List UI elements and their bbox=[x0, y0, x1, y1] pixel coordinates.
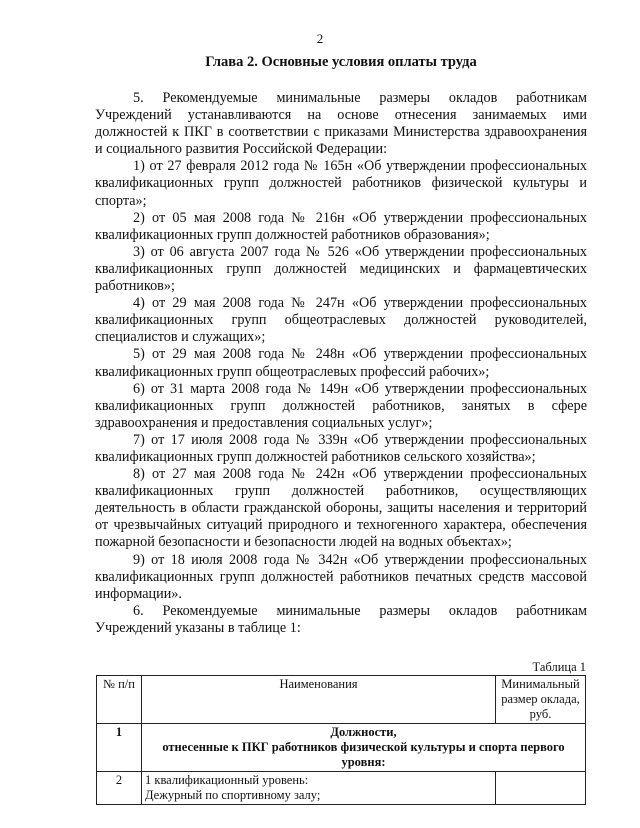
list-item: 4) от 29 мая 2008 года № 247н «Об утверждении профессиональных квалификационных групп общеотраслевых должностей руководителей, специалистов и служащих»; bbox=[95, 295, 587, 346]
paragraph: 5. Рекомендуемые минимальные размеры окладов работникам Учреждений устанавливаются на основе отнесения занимаемых ими должностей к ПКГ в соответствии с приказами Министерства здравоохранения и социального развития Российской Федерации: bbox=[95, 90, 587, 158]
page-number: 2 bbox=[316, 31, 324, 46]
header-no: № п/п bbox=[97, 676, 142, 724]
list-item: 2) от 05 мая 2008 года № 216н «Об утверждении профессиональных квалификационных групп должностей работников образования»; bbox=[95, 209, 587, 243]
group-title bbox=[142, 724, 586, 772]
group-title-line: отнесенные к ПКГ работников физической культуры и спорта первого уровня: bbox=[162, 740, 565, 769]
position-name: Дежурный по спортивному залу; bbox=[145, 788, 321, 802]
row-number: 2 bbox=[97, 772, 142, 805]
list-item: 7) от 17 июля 2008 года № 339н «Об утверждении профессиональных квалификационных групп должностей работников сельского хозяйства»; bbox=[95, 431, 587, 465]
list-item: 3) от 06 августа 2007 года № 526 «Об утверждении профессиональных квалификационных групп должностей медицинских и фармацевтических работников»; bbox=[95, 243, 587, 295]
table-header-row bbox=[97, 676, 586, 724]
list-item: 6) от 31 марта 2008 года № 149н «Об утверждении профессиональных квалификационных групп должностей работников, занятых в сфере здравоохранения и предоставления социальных услуг»; bbox=[95, 380, 587, 431]
table-row bbox=[97, 724, 586, 772]
list-item: 9) от 18 июля 2008 года № 342н «Об утверждении профессиональных квалификационных групп должностей работников печатных средств массовой информации». bbox=[95, 551, 587, 602]
list-item: 1) от 27 февраля 2012 года № 165н «Об утверждении профессиональных квалификационных групп должностей работников физической культуры и спорта»; bbox=[95, 158, 587, 209]
header-salary: Минимальный размер оклада, руб. bbox=[496, 676, 586, 724]
paragraph: 6. Рекомендуемые минимальные размеры окладов работникам Учреждений указаны в таблице 1: bbox=[95, 602, 587, 636]
table-caption: Таблица 1 bbox=[532, 660, 586, 674]
list-item: 5) от 29 мая 2008 года № 248н «Об утверждении профессиональных квалификационных групп общеотраслевых профессий рабочих»; bbox=[95, 346, 587, 380]
salary-table bbox=[96, 675, 586, 805]
salary-value bbox=[496, 772, 586, 805]
table-row bbox=[97, 772, 586, 805]
qualification-level: 1 квалификационный уровень: bbox=[145, 773, 309, 787]
row-number: 1 bbox=[97, 724, 142, 772]
header-name: Наименования bbox=[142, 676, 496, 724]
group-title-line: Должности, bbox=[330, 725, 397, 739]
chapter-title: Глава 2. Основные условия оплаты труда bbox=[205, 54, 477, 70]
list-item: 8) от 27 мая 2008 года № 242н «Об утверждении профессиональных квалификационных групп должностей работников, осуществляющих деятельность в области гражданской обороны, защиты населения и территорий от чрезвычайных ситуаций природного и техногенного характера, обеспечения пожарной безопасности и безопасности людей на водных объектах»; bbox=[95, 466, 587, 551]
level-cell bbox=[142, 772, 496, 805]
body-text bbox=[95, 90, 587, 637]
